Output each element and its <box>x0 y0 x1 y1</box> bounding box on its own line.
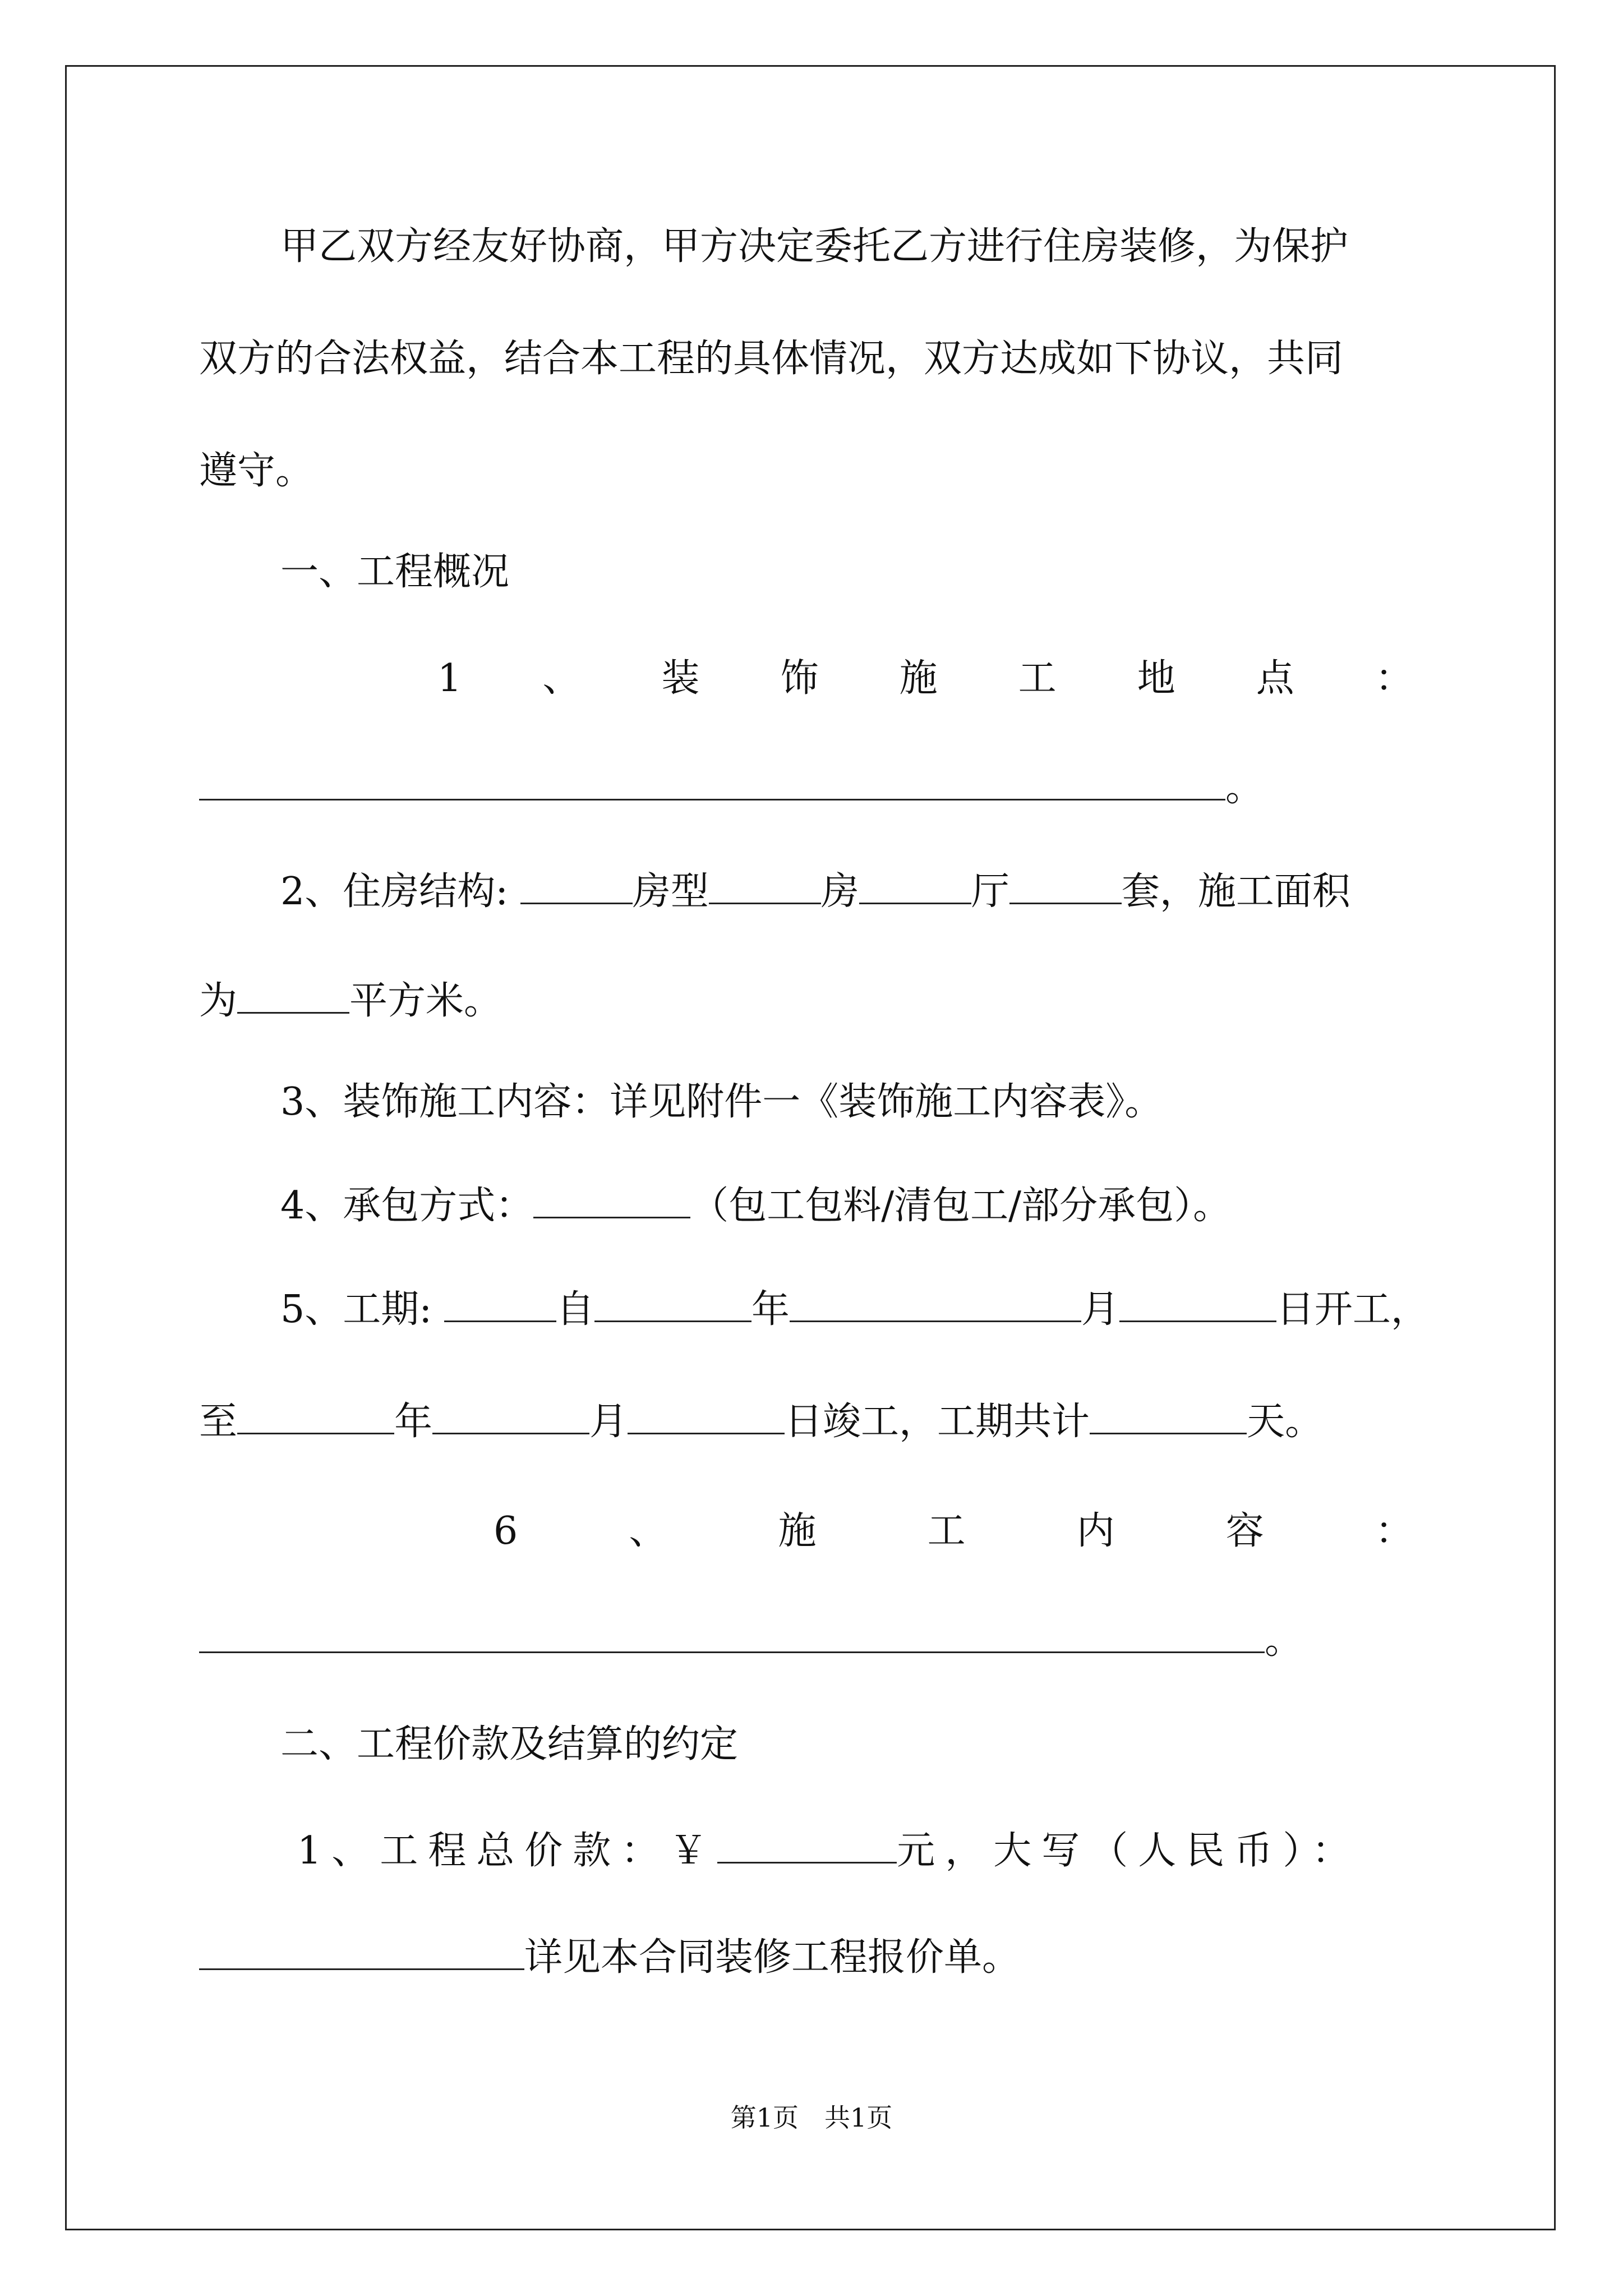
item-5-text: 年 <box>394 1400 433 1444</box>
item-1-part: 装 <box>661 656 700 701</box>
units-blank[interactable] <box>1009 869 1122 904</box>
item-1-part: ： <box>1375 656 1413 701</box>
housing-type-blank[interactable] <box>520 869 633 904</box>
contract-method-blank[interactable] <box>533 1183 690 1218</box>
item-2-text: 房型 <box>632 869 709 914</box>
section-1-heading: 一、工程概况 <box>280 550 510 594</box>
item-6-part: 6 <box>494 1509 518 1553</box>
start-day-blank[interactable] <box>1119 1287 1276 1322</box>
item-5-text: 月 <box>1081 1287 1119 1332</box>
item-6-part: ： <box>1375 1509 1413 1553</box>
item-3: 3、装饰施工内容：详见附件一《装饰施工内容表》。 <box>280 1080 1163 1124</box>
item-1-location-label <box>437 651 1413 707</box>
item-5-text: 至 <box>199 1400 238 1444</box>
item-6-part: 工 <box>927 1509 966 1553</box>
area-blank[interactable] <box>237 978 349 1014</box>
item-1-part: 施 <box>899 656 938 701</box>
item-2-label: 2、住房结构: <box>280 869 509 914</box>
price-line-2 <box>199 1930 1020 1986</box>
item-5-text: 天。 <box>1247 1400 1324 1444</box>
item-1-part: 地 <box>1137 656 1175 701</box>
item-2-text: 厅 <box>971 869 1009 914</box>
item-6-part: 、 <box>629 1509 667 1553</box>
item-5-text: 日竣工，工期共计 <box>785 1400 1090 1444</box>
end-month-blank[interactable] <box>432 1399 589 1434</box>
price-line-1 <box>297 1823 1360 1879</box>
price-uppercase-blank[interactable] <box>199 1935 524 1970</box>
item-5-line-2 <box>199 1394 1323 1450</box>
item-1-part: 点 <box>1256 656 1294 701</box>
item-5-text: 日开工， <box>1276 1287 1429 1332</box>
item-1-part: 工 <box>1018 656 1057 701</box>
duration-blank[interactable] <box>444 1287 556 1322</box>
item-1-part: 饰 <box>780 656 819 701</box>
halls-blank[interactable] <box>859 869 971 904</box>
item-5-line-1 <box>280 1282 1429 1338</box>
start-year-blank[interactable] <box>594 1287 751 1322</box>
item-6-blank-line <box>199 1613 1303 1669</box>
item-5-text: 自 <box>556 1287 594 1332</box>
item-4-options: （包工包料/清包工/部分承包）。 <box>690 1184 1232 1228</box>
page-border <box>65 65 1556 2230</box>
intro-line-3: 遵守。 <box>199 449 314 493</box>
item-6-part: 施 <box>778 1509 817 1553</box>
item-6-part: 内 <box>1076 1509 1115 1553</box>
intro-line-2: 双方的合法权益，结合本工程的具体情况，双方达成如下协议，共同 <box>199 337 1344 381</box>
item-2-text: 套，施工面积 <box>1121 869 1350 914</box>
price-note: 详见本合同装修工程报价单。 <box>524 1935 1021 1980</box>
item-2-line-2 <box>199 973 502 1029</box>
total-days-blank[interactable] <box>1090 1399 1247 1434</box>
item-6-part: 容 <box>1225 1509 1264 1553</box>
item-2-text: 平方米。 <box>349 979 502 1023</box>
item-5-text: 月 <box>589 1400 628 1444</box>
item-6-content-label <box>494 1503 1413 1559</box>
start-month-blank[interactable] <box>790 1287 1081 1322</box>
price-label: 1、工程总价款：￥ <box>297 1829 718 1873</box>
item-2-text: 为 <box>199 979 238 1023</box>
intro-line-1: 甲乙双方经友好协商，甲方决定委托乙方进行住房装修，为保护 <box>280 224 1349 269</box>
item-4 <box>280 1178 1231 1234</box>
section-2-heading: 二、工程价款及结算的约定 <box>280 1722 739 1766</box>
item-1-part: 1 <box>437 656 462 701</box>
item-5-label: 5、工期: <box>280 1287 432 1332</box>
rooms-blank[interactable] <box>709 869 821 904</box>
item-5-text: 年 <box>751 1287 790 1332</box>
item-1-blank-line <box>199 760 1264 816</box>
item-6-end: 。 <box>1265 1618 1303 1663</box>
price-text: 元，大写（人民币）： <box>897 1829 1361 1873</box>
item-2-text: 房 <box>820 869 859 914</box>
item-1-part: 、 <box>542 656 581 701</box>
end-day-blank[interactable] <box>628 1399 785 1434</box>
item-4-label: 4、承包方式： <box>280 1184 534 1228</box>
location-blank[interactable] <box>199 765 1225 800</box>
content-blank[interactable] <box>199 1618 1265 1653</box>
item-2-line-1 <box>280 864 1350 920</box>
end-year-blank[interactable] <box>237 1399 394 1434</box>
page-footer: 第1页 共1页 <box>730 2102 893 2133</box>
total-price-blank[interactable] <box>717 1828 897 1864</box>
item-1-end: 。 <box>1225 766 1264 810</box>
